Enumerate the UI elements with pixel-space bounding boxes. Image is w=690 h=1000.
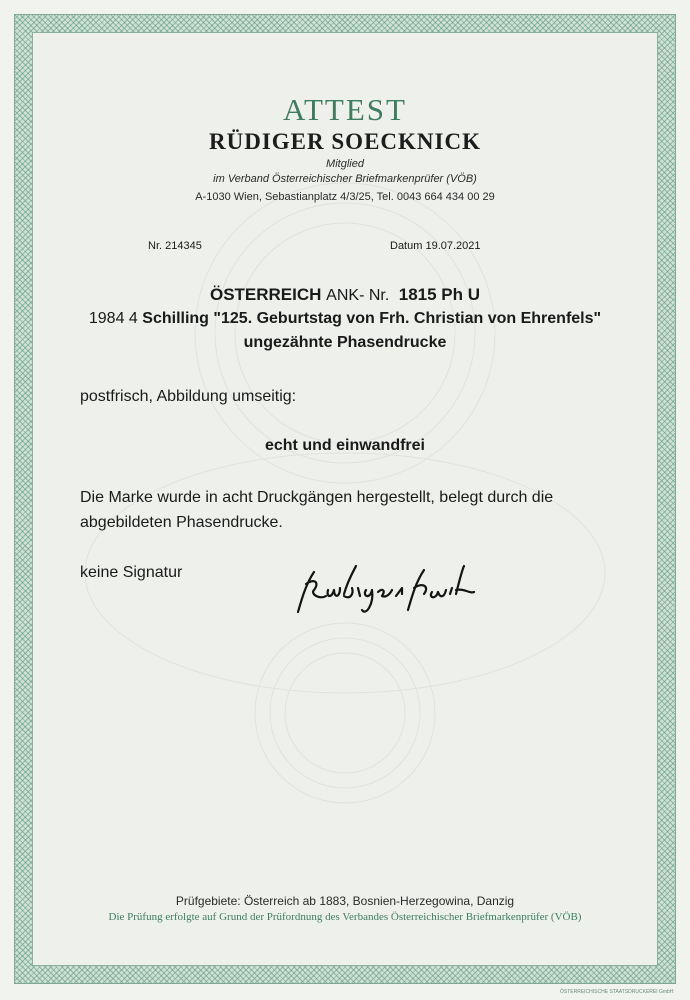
certificate-date: [390, 240, 481, 252]
denomination-value: 4: [128, 310, 138, 327]
association-label: im Verband Österreichischer Briefmarkenprüfer (VÖB): [213, 173, 477, 185]
areas-label: Prüfgebiete:: [175, 894, 241, 908]
signature-status: keine Signatur: [80, 564, 183, 581]
handwritten-signature: [284, 560, 484, 620]
certificate-title: ATTEST: [283, 92, 407, 127]
number-value: 214345: [165, 240, 202, 252]
areas-value: Österreich ab 1883, Bosnien-Herzegowina, Danzig: [243, 894, 515, 908]
stamp-variant: ungezähnte Phasendrucke: [243, 334, 447, 351]
verdict-text: echt und einwandfrei: [264, 437, 425, 454]
stamp-identification: [0, 285, 690, 305]
condition-text: postfrisch, Abbildung umseitig:: [80, 388, 297, 405]
number-label: Nr.: [148, 240, 163, 252]
stamp-description: [0, 310, 690, 328]
catalog-number: 1815 Ph U: [398, 285, 481, 304]
note-line-2: abgebildeten Phasendrucke.: [80, 514, 283, 531]
membership-label: Mitglied: [326, 158, 364, 170]
date-value: 19.07.2021: [425, 240, 481, 252]
denomination-unit: Schilling: [142, 310, 209, 327]
examiner-address: A-1030 Wien, Sebastianplatz 4/3/25, Tel. 0043 664 434 00 29: [195, 191, 495, 203]
stamp-country: ÖSTERREICH: [209, 285, 322, 304]
regulation-note: Die Prüfung erfolgte auf Grund der Prüfordnung des Verbandes Österreichischer Briefmarkenprüfer (VÖB): [108, 911, 582, 923]
date-label: Datum: [390, 240, 423, 252]
catalog-label: ANK- Nr.: [326, 287, 390, 304]
printer-imprint: ÖSTERREICHISCHE STAATSDRUCKEREI GmbH: [560, 989, 674, 995]
stamp-title: "125. Geburtstag von Frh. Christian von Ehrenfels": [213, 310, 602, 327]
examiner-name: RÜDIGER SOECKNICK: [209, 129, 481, 154]
certificate-number: [148, 240, 202, 252]
examination-areas: [0, 894, 690, 908]
note-line-1: Die Marke wurde in acht Druckgängen hergestellt, belegt durch die: [80, 489, 554, 506]
stamp-year: 1984: [88, 310, 125, 327]
